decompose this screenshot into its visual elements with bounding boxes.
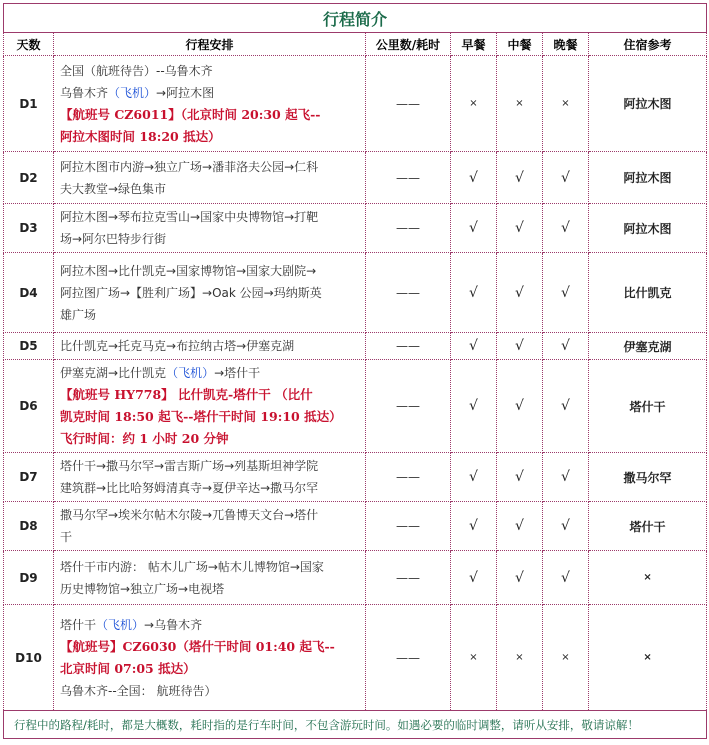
dinner-cell: √ bbox=[543, 333, 589, 360]
breakfast-cell: √ bbox=[451, 502, 497, 551]
table-row bbox=[4, 152, 707, 204]
hotel-cell: 阿拉木图 bbox=[589, 56, 707, 152]
breakfast-cell: × bbox=[451, 56, 497, 152]
itinerary-table bbox=[3, 3, 707, 739]
dinner-cell: × bbox=[543, 605, 589, 711]
flight-info: 阿拉木图时间 18:20 抵达） bbox=[60, 128, 221, 144]
day-cell: D10 bbox=[4, 605, 54, 711]
header-breakfast: 早餐 bbox=[451, 33, 497, 56]
lunch-cell: √ bbox=[497, 360, 543, 453]
day-cell: D3 bbox=[4, 204, 54, 253]
lunch-cell: √ bbox=[497, 204, 543, 253]
plan-line: 阿拉图广场→【胜利广场】→Oak 公园→玛纳斯英 bbox=[60, 285, 322, 300]
distance-cell: —— bbox=[366, 605, 451, 711]
lunch-cell: √ bbox=[497, 253, 543, 333]
plan-line bbox=[60, 82, 361, 104]
dinner-cell: √ bbox=[543, 152, 589, 204]
dinner-cell: √ bbox=[543, 551, 589, 605]
lunch-cell: × bbox=[497, 605, 543, 711]
plan-segment: 乌鲁木齐 bbox=[60, 85, 109, 100]
day-cell: D6 bbox=[4, 360, 54, 453]
flight-info: 飞行时间：约 1 小时 20 分钟 bbox=[60, 431, 229, 446]
breakfast-cell: √ bbox=[451, 360, 497, 453]
header-day: 天数 bbox=[4, 33, 54, 56]
plan-line: 干 bbox=[60, 530, 73, 544]
transport-label: （飞机） bbox=[96, 617, 145, 632]
plan-line: 雄广场 bbox=[60, 307, 97, 322]
hotel-cell: 撒马尔罕 bbox=[589, 453, 707, 502]
header-dinner: 晚餐 bbox=[543, 33, 589, 56]
hotel-cell: 阿拉木图 bbox=[589, 152, 707, 204]
plan-cell bbox=[54, 204, 366, 253]
plan-cell bbox=[54, 551, 366, 605]
plan-line bbox=[60, 614, 361, 636]
plan-segment: 伊塞克湖→比什凯克 bbox=[60, 366, 167, 380]
breakfast-cell: √ bbox=[451, 152, 497, 204]
dinner-cell: √ bbox=[543, 204, 589, 253]
lunch-cell: √ bbox=[497, 502, 543, 551]
distance-cell: —— bbox=[366, 502, 451, 551]
day-cell: D1 bbox=[4, 56, 54, 152]
plan-segment: 塔什干 bbox=[60, 617, 97, 632]
plan-cell bbox=[54, 453, 366, 502]
lunch-cell: √ bbox=[497, 551, 543, 605]
flight-info: 【航班号 HY778】 比什凯克-塔什干 （比什 bbox=[60, 387, 313, 402]
plan-cell bbox=[54, 152, 366, 204]
day-cell: D9 bbox=[4, 551, 54, 605]
plan-line: 阿拉木图→比什凯克→国家博物馆→国家大剧院→ bbox=[60, 263, 317, 278]
day-cell: D2 bbox=[4, 152, 54, 204]
transport-label: （飞机） bbox=[108, 85, 157, 100]
table-row bbox=[4, 56, 707, 152]
plan-line: 夫大教堂→绿色集市 bbox=[60, 181, 167, 196]
plan-line: 阿拉木图市内游→独立广场→潘菲洛夫公园→仁科 bbox=[60, 159, 319, 174]
lunch-cell: √ bbox=[497, 453, 543, 502]
header-lunch: 中餐 bbox=[497, 33, 543, 56]
day-cell: D5 bbox=[4, 333, 54, 360]
breakfast-cell: √ bbox=[451, 333, 497, 360]
table-row bbox=[4, 253, 707, 333]
plan-line: 撒马尔罕→埃米尔帖木尔陵→兀鲁博天文台→塔什 bbox=[60, 508, 319, 522]
hotel-cell: 伊塞克湖 bbox=[589, 333, 707, 360]
plan-cell bbox=[54, 502, 366, 551]
flight-info: 凯克时间 18:50 起飞--塔什干时间 19:10 抵达） bbox=[60, 409, 342, 424]
distance-cell: —— bbox=[366, 333, 451, 360]
plan-line: 比什凯克→托克马克→布拉纳古塔→伊塞克湖 bbox=[60, 339, 295, 353]
plan-line bbox=[60, 362, 361, 384]
hotel-cell: 阿拉木图 bbox=[589, 204, 707, 253]
header-hotel: 住宿参考 bbox=[589, 33, 707, 56]
plan-segment: →乌鲁木齐 bbox=[144, 617, 203, 632]
plan-cell bbox=[54, 605, 366, 711]
flight-info: 【航班号 CZ6011】（北京时间 20:30 起飞-- bbox=[60, 106, 321, 122]
table-title: 行程简介 bbox=[4, 4, 707, 33]
breakfast-cell: √ bbox=[451, 551, 497, 605]
header-plan: 行程安排 bbox=[54, 33, 366, 56]
distance-cell: —— bbox=[366, 253, 451, 333]
table-row bbox=[4, 453, 707, 502]
dinner-cell: √ bbox=[543, 253, 589, 333]
breakfast-cell: × bbox=[451, 605, 497, 711]
hotel-cell: × bbox=[589, 551, 707, 605]
hotel-cell: × bbox=[589, 605, 707, 711]
table-row bbox=[4, 551, 707, 605]
plan-cell bbox=[54, 333, 366, 360]
lunch-cell: × bbox=[497, 56, 543, 152]
footer-note: 行程中的路程/耗时，都是大概数，耗时指的是行车时间，不包含游玩时间。如遇必要的临时调整，请听从安排，敬请谅解！ bbox=[4, 711, 707, 739]
plan-line: 全国（航班待告）--乌鲁木齐 bbox=[60, 63, 213, 78]
plan-line: 乌鲁木齐--全国： 航班待告） bbox=[60, 683, 217, 698]
plan-segment: →塔什干 bbox=[214, 366, 261, 380]
table-row bbox=[4, 360, 707, 453]
breakfast-cell: √ bbox=[451, 453, 497, 502]
plan-cell bbox=[54, 360, 366, 453]
plan-line: 塔什干→撒马尔罕→雷吉斯广场→列基斯坦神学院 bbox=[60, 459, 319, 473]
plan-cell bbox=[54, 253, 366, 333]
plan-line: 阿拉木图→琴布拉克雪山→国家中央博物馆→打靶 bbox=[60, 210, 319, 224]
breakfast-cell: √ bbox=[451, 204, 497, 253]
table-row bbox=[4, 204, 707, 253]
lunch-cell: √ bbox=[497, 333, 543, 360]
flight-info: 北京时间 07:05 抵达） bbox=[60, 660, 196, 676]
hotel-cell: 塔什干 bbox=[589, 360, 707, 453]
hotel-cell: 比什凯克 bbox=[589, 253, 707, 333]
plan-line: 历史博物馆→独立广场→电视塔 bbox=[60, 581, 225, 596]
day-cell: D4 bbox=[4, 253, 54, 333]
day-cell: D8 bbox=[4, 502, 54, 551]
table-row bbox=[4, 605, 707, 711]
table-row bbox=[4, 333, 707, 360]
lunch-cell: √ bbox=[497, 152, 543, 204]
dinner-cell: × bbox=[543, 56, 589, 152]
distance-cell: —— bbox=[366, 360, 451, 453]
distance-cell: —— bbox=[366, 56, 451, 152]
distance-cell: —— bbox=[366, 204, 451, 253]
dinner-cell: √ bbox=[543, 360, 589, 453]
header-distance: 公里数/耗时 bbox=[366, 33, 451, 56]
flight-info: 【航班号】CZ6030（塔什干时间 01:40 起飞-- bbox=[60, 638, 335, 654]
table-row bbox=[4, 502, 707, 551]
plan-line: 场→阿尔巴特步行街 bbox=[60, 232, 167, 246]
distance-cell: —— bbox=[366, 152, 451, 204]
dinner-cell: √ bbox=[543, 502, 589, 551]
hotel-cell: 塔什干 bbox=[589, 502, 707, 551]
plan-cell bbox=[54, 56, 366, 152]
breakfast-cell: √ bbox=[451, 253, 497, 333]
transport-label: （飞机） bbox=[166, 366, 215, 380]
day-cell: D7 bbox=[4, 453, 54, 502]
plan-line: 建筑群→比比哈努姆清真寺→夏伊辛达→撒马尔罕 bbox=[60, 481, 319, 495]
distance-cell: —— bbox=[366, 453, 451, 502]
dinner-cell: √ bbox=[543, 453, 589, 502]
plan-line: 塔什干市内游： 帖木儿广场→帖木儿博物馆→国家 bbox=[60, 559, 324, 574]
distance-cell: —— bbox=[366, 551, 451, 605]
plan-segment: →阿拉木图 bbox=[156, 85, 215, 100]
